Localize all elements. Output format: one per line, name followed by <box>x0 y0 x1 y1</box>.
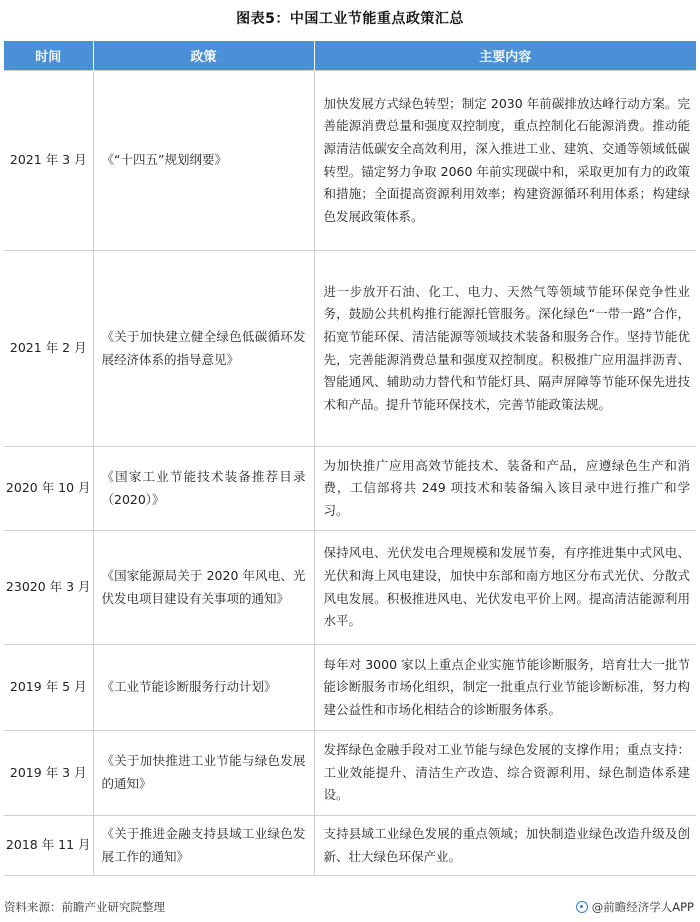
table-row <box>4 531 696 645</box>
row-content: 发挥绿色金融手段对工业节能与绿色发展的支撑作用；重点支持：工业效能提升、清洁生产改造、综合资源利用、绿色制造体系建设。 <box>314 731 696 816</box>
table-row <box>4 447 696 531</box>
row-content: 支持县域工业绿色发展的重点领域；加快制造业绿色改造升级及创新、壮大绿色环保产业。 <box>314 816 696 876</box>
table-row <box>4 251 696 447</box>
table-row <box>4 731 696 816</box>
header-time: 时间 <box>4 41 93 71</box>
row-content: 为加快推广应用高效节能技术、装备和产品，应遵绿色生产和消费，工信部将共 249 项技术和装备编入该目录中进行推广和学习。 <box>314 447 696 531</box>
table-row <box>4 645 696 731</box>
row-time: 2020 年 10 月 <box>4 447 93 531</box>
row-time: 2021 年 2 月 <box>4 251 93 447</box>
row-content: 加快发展方式绿色转型；制定 2030 年前碳排放达峰行动方案。完善能源消费总量和强度双控制度，重点控制化石能源消费。推动能源清洁低碳安全高效利用，深入推进工业、建筑、交通等领域低碳转型。锚定努力争取 2060 年前实现碳中和，采取更加有力的政策和措施；全面提高资源利用效率；构建资源循环利用体系；构建绿色发展政策体系。 <box>314 71 696 251</box>
row-time: 23020 年 3 月 <box>4 531 93 645</box>
row-policy: 《国家工业节能技术装备推荐目录（2020）》 <box>93 447 314 531</box>
brand-credit <box>576 899 694 915</box>
row-content: 进一步放开石油、化工、电力、天然气等领域节能环保竞争性业务，鼓励公共机构推行能源托管服务。深化绿色“一带一路”合作，拓宽节能环保、清洁能源等领域技术装备和服务合作。坚持节能优先，完善能源消费总量和强度双控制度。积极推广应用温拌沥青、智能通风、辅助动力替代和节能灯具、隔声屏障等节能环保先进技术和产品。提升节能环保技术，完善节能政策法规。 <box>314 251 696 447</box>
table-row <box>4 816 696 876</box>
header-content: 主要内容 <box>314 41 696 71</box>
header-policy: 政策 <box>93 41 314 71</box>
row-time: 2021 年 3 月 <box>4 71 93 251</box>
row-policy: 《关于加快建立健全绿色低碳循环发展经济体系的指导意见》 <box>93 251 314 447</box>
row-policy: 《关于加快推进工业节能与绿色发展的通知》 <box>93 731 314 816</box>
table-header-row <box>4 41 696 71</box>
policy-table <box>4 41 696 876</box>
row-time: 2018 年 11 月 <box>4 816 93 876</box>
row-content: 保持风电、光伏发电合理规模和发展节奏，有序推进集中式风电、光伏和海上风电建设，加快中东部和南方地区分布式光伏、分散式风电发展。积极推进风电、光伏发电平价上网。提高清洁能源利用水平。 <box>314 531 696 645</box>
row-policy: 《关于推进金融支持县域工业绿色发展工作的通知》 <box>93 816 314 876</box>
row-time: 2019 年 5 月 <box>4 645 93 731</box>
row-policy: 《工业节能诊断服务行动计划》 <box>93 645 314 731</box>
row-content: 每年对 3000 家以上重点企业实施节能诊断服务，培育壮大一批节能诊断服务市场化组织，制定一批重点行业节能诊断标准，努力构建公益性和市场化相结合的诊断服务体系。 <box>314 645 696 731</box>
row-policy: 《“十四五”规划纲要》 <box>93 71 314 251</box>
source-note: 资料来源：前瞻产业研究院整理 <box>4 900 165 914</box>
figure-title: 图表5：中国工业节能重点政策汇总 <box>236 11 464 27</box>
brand-label: @前瞻经济学人APP <box>591 900 694 914</box>
row-time: 2019 年 3 月 <box>4 731 93 816</box>
brand-logo-icon <box>576 901 588 913</box>
row-policy: 《国家能源局关于 2020 年风电、光伏发电项目建设有关事项的通知》 <box>93 531 314 645</box>
table-row <box>4 71 696 251</box>
